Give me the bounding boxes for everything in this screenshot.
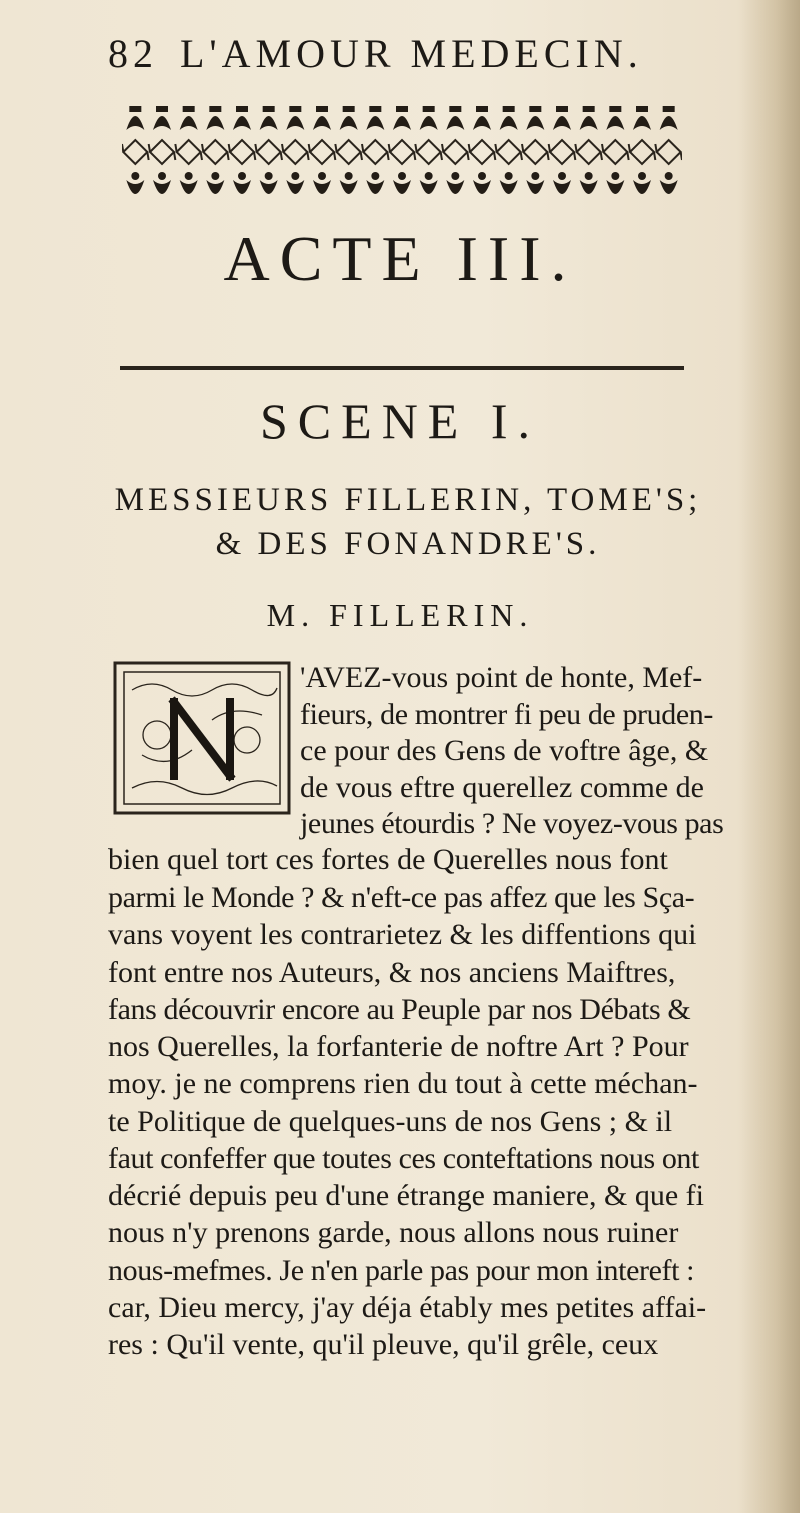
- text-line: bien quel tort ces fortes de Querelles nous font: [108, 843, 668, 876]
- text-line: décrié depuis peu d'une étrange maniere, & que fi: [108, 1179, 704, 1212]
- ornament-band: [122, 100, 682, 212]
- text-line: jeunes étourdis ? Ne voyez-vous pas: [300, 807, 724, 840]
- text-line: res : Qu'il vente, qu'il pleuve, qu'il grêle, ceux: [108, 1328, 659, 1361]
- text-line: car, Dieu mercy, j'ay déja étably mes petites affai-: [108, 1291, 707, 1324]
- scene-title: SCENE I.: [260, 393, 540, 449]
- text-line: font entre nos Auteurs, & nos anciens Maiftres,: [108, 956, 676, 989]
- text-line: ce pour des Gens de voftre âge, &: [300, 734, 709, 767]
- text-line: fieurs, de montrer fi peu de pruden-: [300, 698, 713, 731]
- page-number: 82: [108, 31, 158, 76]
- text-line: nous-mefmes. Je n'en parle pas pour mon intereft :: [108, 1254, 695, 1287]
- text-line: parmi le Monde ? & n'eft-ce pas affez que les Sça-: [108, 881, 695, 914]
- character-line-1: MESSIEURS FILLERIN, TOME'S;: [114, 482, 702, 518]
- dropcap-letter: [112, 660, 292, 816]
- text-line: fans découvrir encore au Peuple par nos Débats &: [108, 993, 691, 1026]
- text-line: de vous eftre querellez comme de: [300, 771, 704, 804]
- text-line: nos Querelles, la forfanterie de noftre Art ? Pour: [108, 1030, 689, 1063]
- character-line-2: & DES FONANDRE'S.: [215, 526, 601, 562]
- character-list: [108, 478, 708, 566]
- text-line: vans voyent les contrarietez & les diffentions qui: [108, 918, 697, 951]
- running-title: L'AMOUR MEDECIN.: [180, 31, 643, 76]
- act-title: ACTE III.: [223, 223, 577, 294]
- running-head: [108, 30, 708, 77]
- text-line: 'AVEZ-vous point de honte, Mef-: [300, 661, 703, 694]
- text-line: faut confeffer que toutes ces conteftations nous ont: [108, 1142, 699, 1175]
- divider-rule: [120, 366, 684, 370]
- text-line: te Politique de quelques-uns de nos Gens ; & il: [108, 1105, 673, 1138]
- speaker-name: M. FILLERIN.: [266, 597, 534, 633]
- text-line: moy. je ne comprens rien du tout à cette méchan-: [108, 1067, 698, 1100]
- text-line: nous n'y prenons garde, nous allons nous ruiner: [108, 1216, 679, 1249]
